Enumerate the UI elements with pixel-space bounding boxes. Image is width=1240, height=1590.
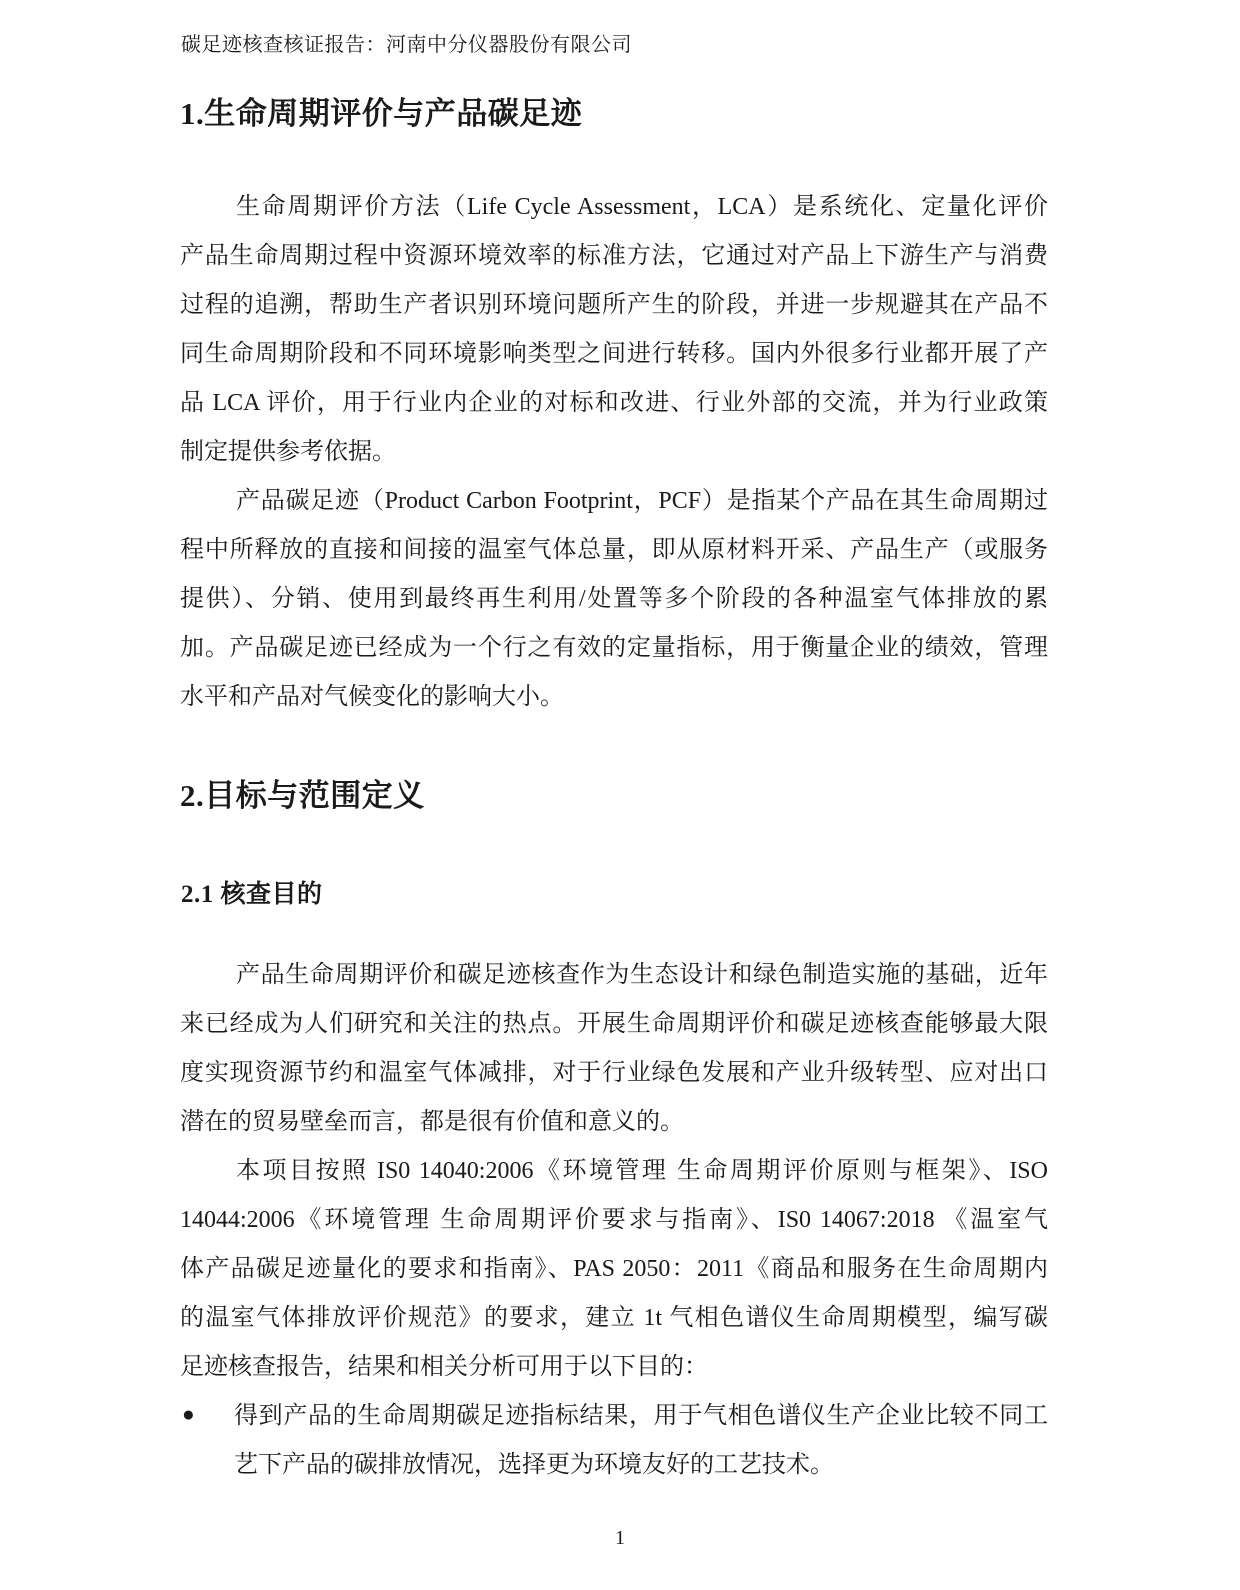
paragraph-line: 产品生命周期过程中资源环境效率的标准方法，它通过对产品上下游生产与消费 <box>180 243 1048 269</box>
bullet-line: 得到产品的生命周期碳足迹指标结果，用于气相色谱仪生产企业比较不同工 <box>234 1403 1048 1429</box>
intro-paragraphs <box>180 183 1048 722</box>
paragraph-line: 14044:2006《环境管理 生命周期评价要求与指南》、IS0 14067:2018 《温室气 <box>180 1207 1048 1233</box>
paragraph-line: 水平和产品对气候变化的影响大小。 <box>180 684 564 710</box>
paragraph-line: 本项目按照 IS0 14040:2006《环境管理 生命周期评价原则与框架》、ISO <box>236 1158 1048 1184</box>
paragraph-line: 程中所释放的直接和间接的温室气体总量，即从原材料开采、产品生产（或服务 <box>180 537 1048 563</box>
paragraph-line: 提供）、分销、使用到最终再生利用/处置等多个阶段的各种温室气体排放的累 <box>180 586 1048 612</box>
page-number: 1 <box>615 1527 625 1549</box>
paragraph-line: 体产品碳足迹量化的要求和指南》、PAS 2050：2011《商品和服务在生命周期内 <box>180 1256 1048 1282</box>
paragraph-line: 产品碳足迹（Product Carbon Footprint，PCF）是指某个产品在其生命周期过 <box>236 488 1048 514</box>
section-2-1-heading: 2.1 核查目的 <box>181 881 323 908</box>
running-header: 碳足迹核查核证报告：河南中分仪器股份有限公司 <box>181 34 632 56</box>
bullet-icon: ● <box>182 1402 195 1426</box>
paragraph-line: 生命周期评价方法（Life Cycle Assessment，LCA）是系统化、定量化评价 <box>236 194 1048 220</box>
paragraph-line: 足迹核查报告，结果和相关分析可用于以下目的： <box>180 1354 708 1380</box>
section-1-heading: 1.生命周期评价与产品碳足迹 <box>180 96 583 131</box>
paragraph-line: 品 LCA 评价，用于行业内企业的对标和改进、行业外部的交流，并为行业政策 <box>180 390 1048 416</box>
paragraph-line: 加。产品碳足迹已经成为一个行之有效的定量指标，用于衡量企业的绩效，管理 <box>180 635 1048 661</box>
goal-paragraphs <box>180 951 1048 1392</box>
bullet-line: 艺下产品的碳排放情况，选择更为环境友好的工艺技术。 <box>234 1452 834 1478</box>
paragraph-line: 来已经成为人们研究和关注的热点。开展生命周期评价和碳足迹核查能够最大限 <box>180 1011 1048 1037</box>
paragraph-line: 度实现资源节约和温室气体减排，对于行业绿色发展和产业升级转型、应对出口 <box>180 1060 1048 1086</box>
paragraph-line: 过程的追溯，帮助生产者识别环境问题所产生的阶段，并进一步规避其在产品不 <box>180 292 1048 318</box>
paragraph-line: 产品生命周期评价和碳足迹核查作为生态设计和绿色制造实施的基础，近年 <box>236 962 1048 988</box>
paragraph-line: 同生命周期阶段和不同环境影响类型之间进行转移。国内外很多行业都开展了产 <box>180 341 1048 367</box>
paragraph-line: 潜在的贸易壁垒而言，都是很有价值和意义的。 <box>180 1109 684 1135</box>
section-2-heading: 2.目标与范围定义 <box>180 778 425 813</box>
bullet-item <box>180 1392 1048 1490</box>
paragraph-line: 的温室气体排放评价规范》的要求，建立 1t 气相色谱仪生命周期模型，编写碳 <box>180 1305 1048 1331</box>
paragraph-line: 制定提供参考依据。 <box>180 439 396 465</box>
